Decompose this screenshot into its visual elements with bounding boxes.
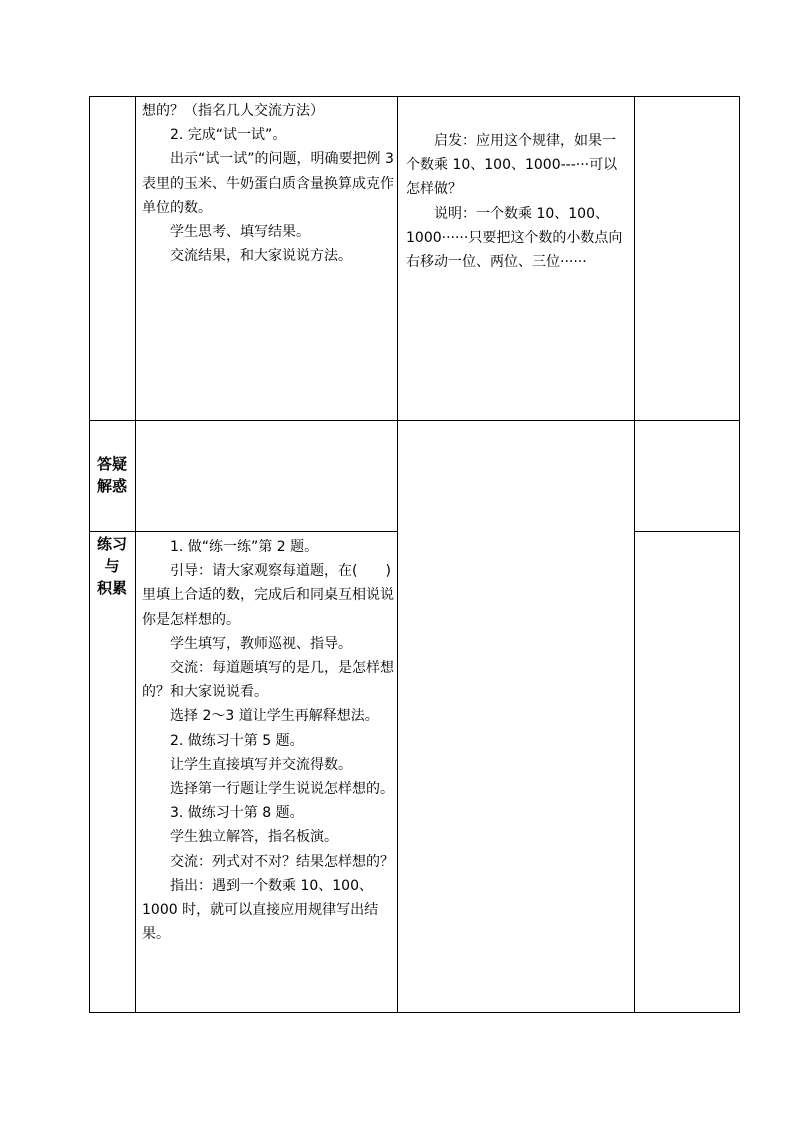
section1-left-cell [142,99,394,268]
label-line: 答疑 [96,455,127,473]
table-row-divider-1 [89,420,740,421]
column-divider-3 [634,96,635,1013]
text-line: 学生思考、填写结果。 [170,224,310,241]
text-line: 学生填写，教师巡视、指导。 [170,635,352,652]
table-right-border [739,96,740,1013]
label-line: 与 [104,557,120,575]
section3-label [90,533,134,599]
text-line: 引导：请大家观察每道题，在( )里填上合适的数，完成后和同桌互相说说你是怎样想的。 [142,563,394,628]
text-line: 出示“试一试”的问题，明确要把例 3 表里的玉米、牛奶蛋白质含量换算成克作单位的数。 [142,151,394,216]
text-line: 交流：每道题填写的是几，是怎样想的？和大家说说看。 [142,660,394,701]
column-divider-1 [135,96,136,1013]
label-line: 积累 [96,579,127,597]
section1-right-cell [406,129,628,274]
table-top-border [89,96,740,97]
text-line: 选择第一行题让学生说说怎样想的。 [170,781,394,798]
text-line: 让学生直接填写并交流得数。 [170,756,352,773]
text-line: 学生独立解答，指名板演。 [170,829,338,846]
text-line: 交流结果，和大家说说方法。 [170,248,352,265]
text-line: 启发：应用这个规律，如果一个数乘 10、100、1000---···可以怎样做？ [406,133,618,198]
section2-label [90,453,134,497]
text-line: 2. 做练习十第 5 题。 [170,732,304,749]
column-divider-2 [397,96,398,1013]
label-line: 解惑 [96,477,127,495]
text-line: 1. 做“练一练”第 2 题。 [170,539,319,555]
label-line: 练习 [96,535,127,553]
text-line: 想的？（指名几人交流方法） [142,103,324,119]
table-bottom-border [89,1012,740,1013]
text-line: 交流：列式对不对？结果怎样想的？ [170,853,394,870]
text-line: 指出：遇到一个数乘 10、100、1000 时，就可以直接应用规律写出结果。 [142,877,379,943]
text-line: 说明：一个数乘 10、100、1000······只要把这个数的小数点向右移动一位、两位、三位······ [406,205,623,271]
table-row-divider-2-right [634,531,740,532]
text-line: 3. 做练习十第 8 题。 [170,805,304,822]
text-line: 选择 2～3 道让学生再解释想法。 [170,708,379,725]
section3-content-cell [142,535,394,946]
text-line: 2. 完成“试一试”。 [170,127,287,144]
